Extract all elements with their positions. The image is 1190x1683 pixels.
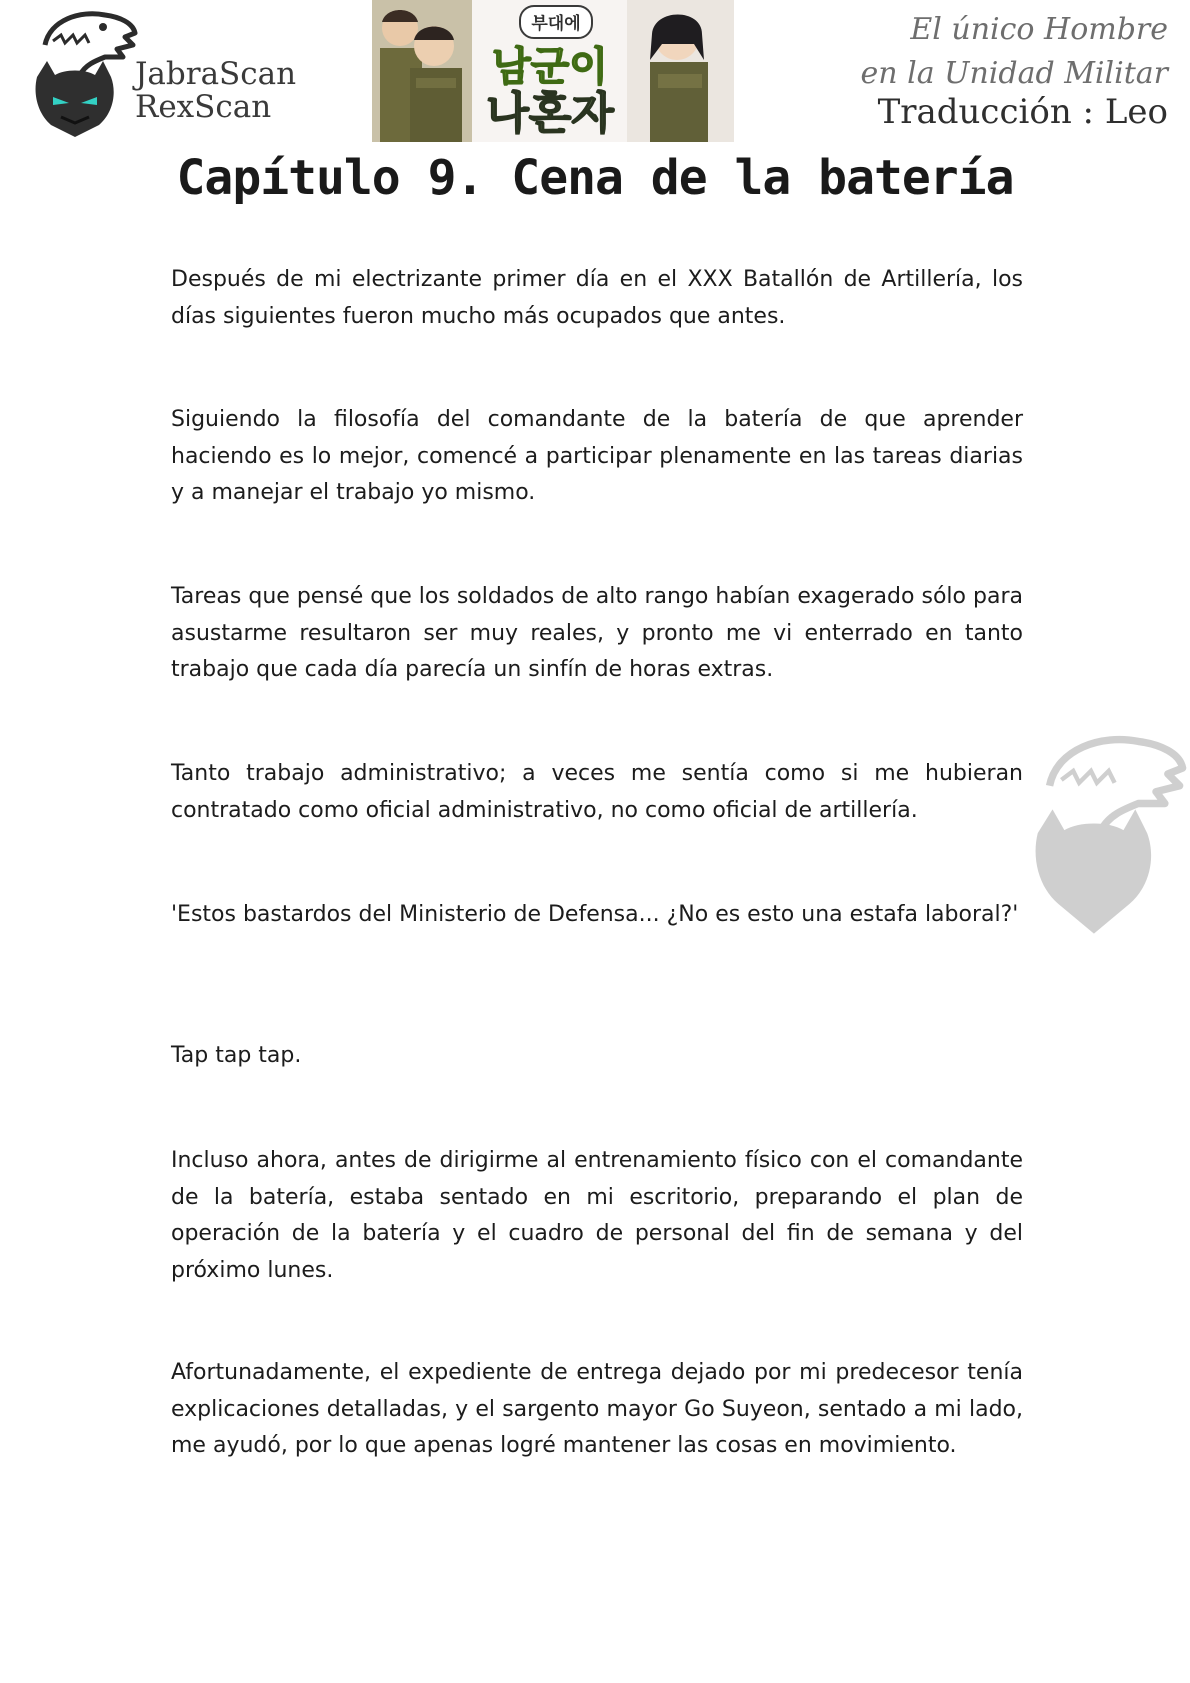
brand-line-2: RexScan	[135, 89, 272, 125]
series-title-line-2: en la Unidad Militar	[860, 56, 1168, 91]
cover-title-line-1: 남군이	[492, 44, 608, 90]
translator-credit: Traducción : Leo	[877, 92, 1168, 132]
series-title	[808, 8, 1168, 96]
cover-title-line-2: 나혼자	[486, 88, 614, 139]
paragraph-3: Tareas que pensé que los soldados de alto rango habían exagerado sólo para asustarme resultaron ser muy reales, y pronto me vi enterrado en tanto trabajo que cada día parecía un sinfín de horas extras.	[171, 584, 1023, 682]
cover-badge-text: 부대에	[531, 14, 581, 34]
series-title-line-1: El único Hombre	[910, 12, 1168, 47]
dinosaur-demon-logo-icon	[25, 5, 140, 140]
watermark-logo-icon	[1020, 725, 1190, 950]
chapter-title: Capítulo 9. Cena de la batería	[176, 150, 1014, 206]
paragraph-1: Después de mi electrizante primer día en el XXX Batallón de Artillería, los días siguientes fueron mucho más ocupados que antes.	[171, 267, 1023, 329]
paragraph-4: Tanto trabajo administrativo; a veces me sentía como si me hubieran contratado como oficial administrativo, no como oficial de artillería.	[171, 761, 1023, 823]
paragraph-2: Siguiendo la filosofía del comandante de la batería de que aprender haciendo es lo mejor, comencé a participar plenamente en las tareas diarias y a manejar el trabajo yo mismo.	[171, 407, 1023, 505]
brand-name	[135, 58, 296, 124]
cover-illustration	[372, 0, 734, 142]
paragraph-5: 'Estos bastardos del Ministerio de Defensa... ¿No es esto una estafa laboral?'	[171, 902, 1019, 927]
page-header	[0, 0, 1190, 145]
brand-line-1: JabraScan	[135, 56, 297, 92]
paragraph-6: Tap tap tap.	[171, 1043, 302, 1068]
paragraph-7: Incluso ahora, antes de dirigirme al entrenamiento físico con el comandante de la batería, estaba sentado en mi escritorio, preparando el plan de operación de la batería y el cuadro de personal del fin de semana y del próximo lunes.	[171, 1148, 1023, 1283]
paragraph-8: Afortunadamente, el expediente de entrega dejado por mi predecesor tenía explicaciones detalladas, y el sargento mayor Go Suyeon, sentado a mi lado, me ayudó, por lo que apenas logré mantener las cosas en movimiento.	[171, 1360, 1023, 1458]
